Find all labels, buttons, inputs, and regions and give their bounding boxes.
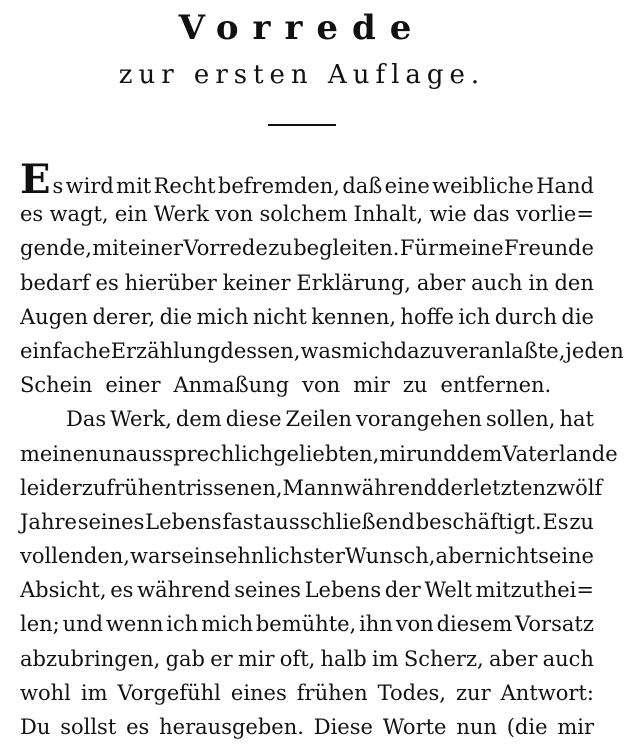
word: Werk — [153, 202, 209, 227]
text-line — [20, 539, 594, 573]
text-line — [20, 231, 594, 265]
word: gab — [165, 646, 205, 671]
word: Absicht, — [20, 578, 107, 603]
word: Diese — [313, 715, 373, 739]
word: Schein — [20, 373, 93, 398]
text-line — [20, 642, 594, 676]
word: während — [343, 475, 438, 500]
word: eine — [384, 174, 430, 198]
word: Für — [399, 236, 439, 261]
word: Werk, — [110, 407, 172, 432]
text-line — [20, 710, 594, 744]
word: veranlaßte, — [444, 338, 566, 363]
word: Es — [542, 509, 569, 534]
word: im — [371, 646, 399, 671]
word: frühen — [296, 680, 368, 705]
word: entfernen. — [440, 373, 552, 398]
word: len; — [20, 612, 60, 637]
word: hat — [559, 407, 594, 432]
word: halb — [320, 646, 367, 671]
text-line — [20, 573, 594, 607]
word: mit — [92, 236, 128, 261]
text-line — [20, 437, 618, 471]
word: es — [95, 270, 119, 295]
word: aber — [488, 646, 538, 671]
word: es — [126, 715, 150, 739]
word: letzten — [473, 475, 547, 500]
word: sein — [170, 544, 215, 569]
word: vorangehen — [355, 407, 482, 432]
word: wagt, — [49, 202, 109, 227]
word: mich — [341, 338, 394, 363]
word: dem — [175, 407, 222, 432]
text-line — [20, 676, 594, 710]
word: und — [416, 441, 457, 466]
word: Vorsatz — [515, 612, 594, 637]
word: hierüber — [124, 270, 217, 295]
word: sehnlichster — [214, 544, 345, 569]
word: kennen, — [311, 304, 397, 329]
word: keiner — [222, 270, 291, 295]
word: bedarf — [20, 270, 90, 295]
word: ausschließend — [262, 509, 415, 534]
word: zu — [268, 236, 293, 261]
word: vorlie= — [515, 202, 594, 227]
text-line — [20, 402, 594, 436]
word: was — [300, 338, 342, 363]
word: wohl — [20, 680, 71, 705]
word: nun — [456, 715, 497, 739]
word: mir — [379, 441, 417, 466]
word: Es — [20, 156, 64, 203]
title-divider — [268, 124, 336, 126]
word: die — [159, 304, 193, 329]
word: während — [137, 578, 231, 603]
word: durch — [494, 304, 557, 329]
word: Antwort: — [500, 680, 594, 705]
text-line — [20, 156, 594, 203]
word: sollen, — [485, 407, 556, 432]
word: unaussprechlich — [98, 441, 274, 466]
text-line — [20, 300, 594, 334]
word: sollst — [60, 715, 117, 739]
word: es — [20, 202, 44, 227]
text-line — [20, 368, 594, 402]
word: eines — [230, 680, 287, 705]
word: hoffe — [400, 304, 454, 329]
word: es — [110, 578, 134, 603]
text-line — [20, 197, 594, 231]
word: Erzählung — [110, 338, 221, 363]
word: Wunsch, — [344, 544, 436, 569]
word: Welt — [424, 578, 472, 603]
word: mir — [237, 646, 275, 671]
word: und — [62, 612, 104, 637]
word: Augen — [20, 304, 89, 329]
word: zu — [569, 509, 594, 534]
body-text — [20, 156, 624, 744]
word: aber — [416, 270, 466, 295]
word: Vorgefühl — [117, 680, 221, 705]
word: vollenden, — [20, 544, 130, 569]
word: wenn — [105, 612, 164, 637]
word: Lebens — [145, 509, 222, 534]
word: zur — [455, 680, 491, 705]
word: begleiten. — [293, 236, 400, 261]
word: daß — [342, 174, 383, 198]
word: auch — [471, 270, 523, 295]
word: Mann — [282, 475, 344, 500]
word: seine — [538, 544, 594, 569]
word: ich — [166, 612, 199, 637]
word: einer — [105, 373, 161, 398]
word: befremden, — [217, 174, 340, 198]
word: in — [528, 270, 549, 295]
word: diesem — [436, 612, 513, 637]
text-line — [20, 334, 624, 368]
word: aber — [435, 544, 484, 569]
word: einfache — [20, 338, 111, 363]
word: Du — [20, 715, 51, 739]
word: zu — [81, 475, 107, 500]
word: auch — [542, 646, 594, 671]
word: seines — [234, 578, 301, 603]
word: Vorrede — [183, 236, 268, 261]
word: jeden — [565, 338, 624, 363]
word: Vaterlande — [502, 441, 618, 466]
word: im — [80, 680, 108, 705]
word: von — [302, 373, 341, 398]
word: der — [384, 578, 421, 603]
word: Scherz, — [403, 646, 484, 671]
word: meinen — [20, 441, 99, 466]
word: früh — [106, 475, 152, 500]
word: mitzuthei= — [475, 578, 594, 603]
page-subtitle: zur ersten Auflage. — [118, 60, 486, 90]
word: mir — [557, 715, 594, 739]
word: der — [437, 475, 473, 500]
word: entrissenen, — [151, 475, 283, 500]
word: Das — [66, 407, 107, 432]
text-line — [20, 266, 594, 300]
word: herausgeben. — [159, 715, 304, 739]
word: derer, — [92, 304, 156, 329]
word: leider — [20, 475, 82, 500]
word: dem — [456, 441, 503, 466]
word: ihn — [359, 612, 393, 637]
word: dazu — [393, 338, 445, 363]
word: Lebens — [304, 578, 382, 603]
word: gende, — [20, 236, 92, 261]
word: nicht — [484, 544, 539, 569]
word: Freunde — [503, 236, 594, 261]
text-line — [20, 607, 594, 641]
word: den — [554, 270, 594, 295]
word: von — [215, 202, 254, 227]
word: Recht — [153, 174, 216, 198]
word: mit — [116, 174, 152, 198]
page-title: Vorrede — [178, 8, 426, 48]
word: geliebten, — [273, 441, 380, 466]
text-line — [20, 505, 594, 539]
word: Worte — [382, 715, 447, 739]
word: Hand — [536, 174, 594, 198]
word: meine — [438, 236, 504, 261]
word: abzubringen, — [20, 646, 161, 671]
word: seines — [77, 509, 145, 534]
word: von — [395, 612, 434, 637]
text-line — [20, 471, 603, 505]
word: Jahre — [20, 509, 77, 534]
word: zwölf — [546, 475, 603, 500]
word: zu — [402, 373, 428, 398]
word: beschäftigt. — [415, 509, 542, 534]
word: Erklärung, — [296, 270, 411, 295]
word: weibliche — [432, 174, 534, 198]
word: bemühte, — [255, 612, 357, 637]
word: mir — [353, 373, 390, 398]
word: oft, — [279, 646, 316, 671]
word: Todes, — [377, 680, 446, 705]
word: (die — [506, 715, 548, 739]
word: nicht — [252, 304, 307, 329]
word: dessen, — [220, 338, 301, 363]
word: wie — [429, 202, 467, 227]
word: ich — [458, 304, 491, 329]
word: wird — [65, 174, 114, 198]
word: die — [561, 304, 594, 329]
word: er — [210, 646, 233, 671]
word: Anmaßung — [173, 373, 290, 398]
word: fast — [222, 509, 262, 534]
word: ein — [114, 202, 148, 227]
word: solchem — [259, 202, 348, 227]
word: mich — [196, 304, 249, 329]
word: das — [472, 202, 510, 227]
word: Zeilen — [285, 407, 352, 432]
word: einer — [127, 236, 184, 261]
word: diese — [225, 407, 282, 432]
word: mich — [201, 612, 254, 637]
word: Inhalt, — [353, 202, 424, 227]
word: war — [130, 544, 171, 569]
